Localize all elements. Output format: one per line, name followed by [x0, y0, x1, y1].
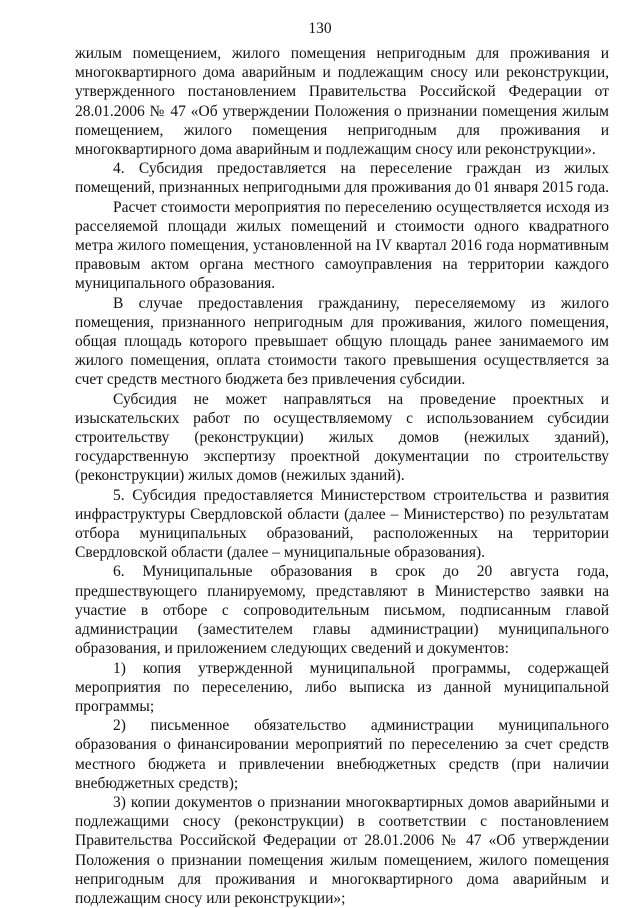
list-item-1: 1) копия утвержденной муниципальной программы, содержащей мероприятия по переселению, либо выписка из данной муниципальной программы;	[75, 659, 609, 715]
paragraph-subsidy-restriction: Субсидия не может направляться на проведение проектных и изыскательских работ по осуществляемому с использованием субсидии строительству (реконструкции) жилых домов (нежилых зданий), государственную экспертизу проектной документации по строительству (реконструкции) жилых домов (нежилых зданий).	[75, 390, 609, 485]
paragraph-area-excess: В случае предоставления гражданину, переселяемому из жилого помещения, признанного непригодным для проживания, жилого помещения, общая площадь которого превышает общую площадь ранее занимаемого им жилого помещения, оплата стоимости такого превышения осуществляется за счет средств местного бюджета без привлечения субсидии.	[75, 294, 609, 389]
paragraph-6: 6. Муниципальные образования в срок до 20 августа года, предшествующего планируемому, представляют в Министерство заявки на участие в отборе с сопроводительным письмом, подписанным главой администрации (заместителем главы администрации) муниципального образования, и приложением следующих сведений и документов:	[75, 563, 609, 658]
paragraph-4: 4. Субсидия предоставляется на переселение граждан из жилых помещений, признанных непригодными для проживания до 01 января 2015 года.	[75, 160, 609, 197]
paragraph-continuation: жилым помещением, жилого помещения непригодным для проживания и многоквартирного дома аварийным и подлежащим сносу или реконструкции, утвержденного постановлением Правительства Российской Федерации от 28.01.2006 № 47 «Об утверждении Положения о признании помещения жилым помещением, жилого помещения непригодным для проживания и многоквартирного дома аварийным и подлежащим сносу или реконструкции».	[75, 45, 609, 159]
page-number: 130	[308, 20, 332, 37]
document-body	[75, 44, 609, 908]
paragraph-5: 5. Субсидия предоставляется Министерством строительства и развития инфраструктуры Свердловской области (далее – Министерство) по результатам отбора муниципальных образований, расположенных на территории Свердловской области (далее – муниципальные образования).	[75, 486, 609, 562]
list-item-2: 2) письменное обязательство администрации муниципального образования о финансировании мероприятий по переселению за счет средств местного бюджета и привлечении внебюджетных средств (при наличии внебюджетных средств);	[75, 717, 609, 792]
list-item-3: 3) копии документов о признании многоквартирных домов аварийными и подлежащими сносу (реконструкции) в соответствии с постановлением Правительства Российской Федерации от 28.01.2006 № 47 «Об утверждении Положения о признании помещения жилым помещением, жилого помещения непригодным для проживания и многоквартирного дома аварийным и подлежащим сносу или реконструкции»;	[75, 793, 609, 907]
paragraph-cost-calculation: Расчет стоимости мероприятия по переселению осуществляется исходя из расселяемой площади жилых помещений и стоимости одного квадратного метра жилого помещения, установленной на IV квартал 2016 года нормативным правовым актом органа местного самоуправления на территории каждого муниципального образования.	[75, 198, 609, 293]
